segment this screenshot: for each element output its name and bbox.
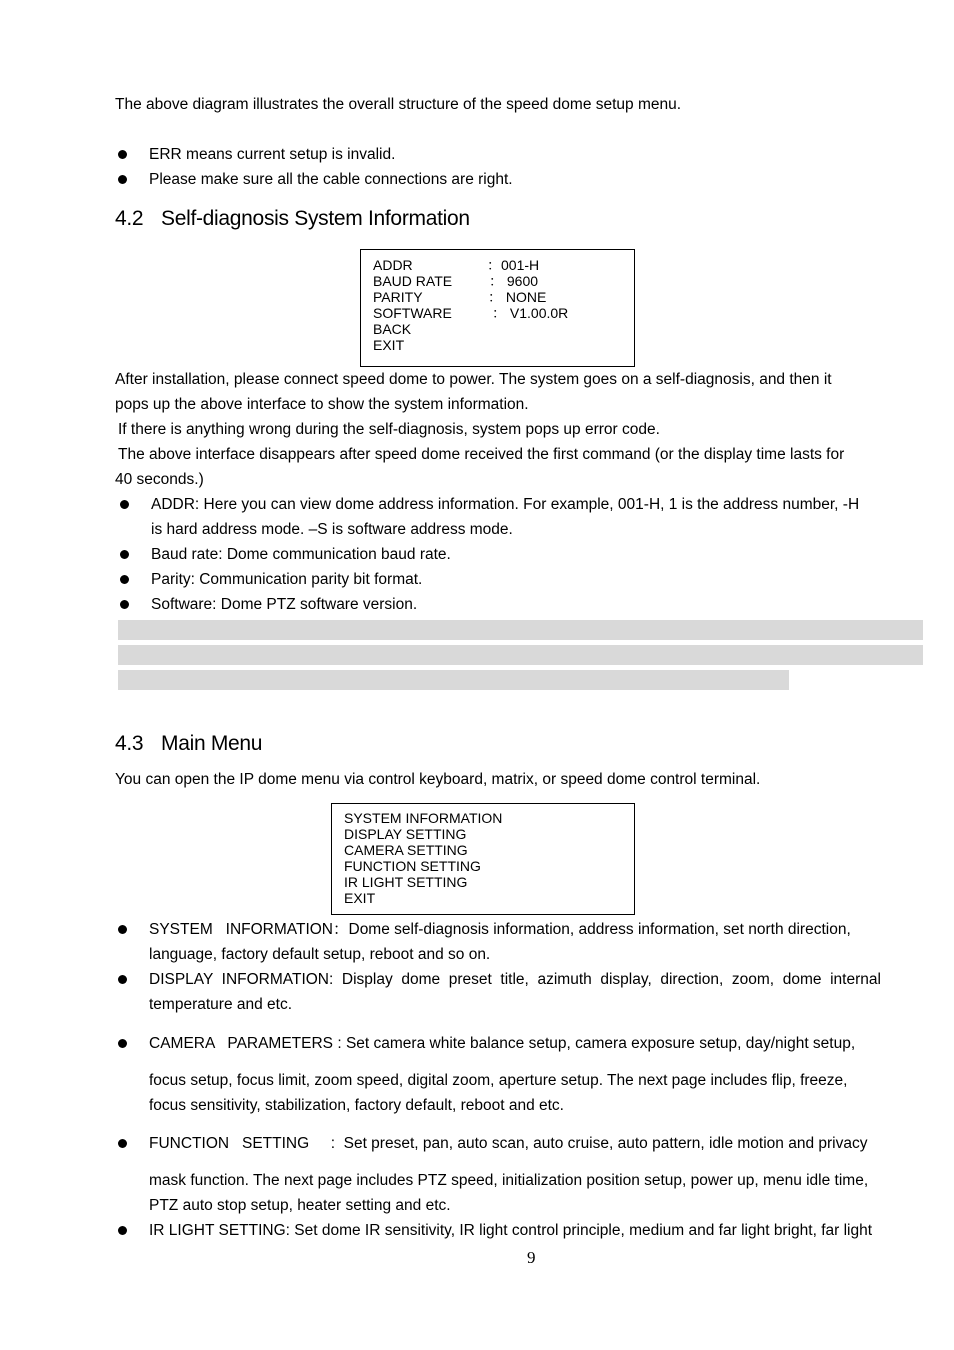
main-menu-box	[331, 803, 635, 915]
bullet-addr-line-1: ADDR: Here you can view dome address information. For example, 001-H, 1 is the address number, -H	[151, 496, 860, 513]
section-4-2-title: Self-diagnosis System Information	[161, 207, 470, 230]
bullet-dot	[118, 975, 127, 984]
bullet-system-info-line-2: language, factory default setup, reboot and so on.	[149, 946, 491, 963]
bullet-function-line-2: mask function. The next page includes PTZ speed, initialization position setup, power up, menu idle time,	[149, 1172, 869, 1189]
bullet-camera-line-2: focus setup, focus limit, zoom speed, digital zoom, aperture setup. The next page includes flip, freeze,	[149, 1072, 848, 1089]
sysinfo-label-baud: BAUD RATE	[373, 273, 453, 289]
after-install-line-1: After installation, please connect speed dome to power. The system goes on a self-diagnosis, and then it	[115, 371, 832, 388]
bullet-display-line-2: temperature and etc.	[149, 996, 293, 1013]
bullet-ir-line-1: IR LIGHT SETTING: Set dome IR sensitivity, IR light control principle, medium and far light bright, far light	[149, 1222, 873, 1239]
menu-item-camera-setting: CAMERA SETTING	[344, 842, 468, 858]
section-4-2-number: 4.2	[115, 207, 144, 230]
section-4-3-title: Main Menu	[161, 732, 263, 755]
sysinfo-label-software: SOFTWARE	[373, 305, 452, 321]
sysinfo-label-parity: PARITY	[373, 289, 423, 305]
section-4-3-number: 4.3	[115, 732, 144, 755]
sysinfo-value-baud: ： 9600	[489, 273, 539, 289]
shaded-text-bar	[118, 620, 923, 640]
sysinfo-back: BACK	[373, 321, 412, 337]
bullet-dot	[118, 175, 127, 184]
menu-item-system-information: SYSTEM INFORMATION	[344, 810, 503, 826]
bullet-dot	[120, 575, 129, 584]
bullet-dot	[118, 1139, 127, 1148]
sysinfo-exit: EXIT	[373, 337, 405, 353]
main-menu-intro: You can open the IP dome menu via control keyboard, matrix, or speed dome control terminal.	[115, 771, 761, 788]
bullet-dot	[120, 600, 129, 609]
bullet-parity: Parity: Communication parity bit format.	[151, 571, 423, 588]
bullet-baud: Baud rate: Dome communication baud rate.	[151, 546, 451, 563]
menu-item-display-setting: DISPLAY SETTING	[344, 826, 467, 842]
bullet-dot	[120, 550, 129, 559]
bullet-function-line-3: PTZ auto stop setup, heater setting and etc.	[149, 1197, 451, 1214]
bullet-dot	[120, 500, 129, 509]
menu-item-exit: EXIT	[344, 890, 376, 906]
bullet-system-info-line-1: SYSTEM INFORMATION：Dome self-diagnosis information, address information, set north direction,	[149, 921, 851, 938]
system-info-box	[360, 249, 635, 367]
note-cables: Please make sure all the cable connections are right.	[149, 171, 513, 188]
sysinfo-value-software: ： V1.00.0R	[492, 305, 569, 321]
bullet-function-line-1: FUNCTION SETTING : Set preset, pan, auto scan, auto cruise, auto pattern, idle motion and privacy	[149, 1135, 868, 1152]
bullet-camera-line-1: CAMERA PARAMETERS : Set camera white balance setup, camera exposure setup, day/night setup,	[149, 1035, 856, 1052]
bullet-addr-line-2: is hard address mode. –S is software address mode.	[151, 521, 513, 538]
sysinfo-value-parity: ： NONE	[488, 289, 547, 305]
shaded-text-bar	[118, 645, 923, 665]
after-install-line-5: 40 seconds.)	[115, 471, 204, 488]
bullet-software: Software: Dome PTZ software version.	[151, 596, 418, 613]
menu-item-ir-light-setting: IR LIGHT SETTING	[344, 874, 468, 890]
bullet-dot	[118, 1226, 127, 1235]
bullet-dot	[118, 925, 127, 934]
bullet-display-line-1: DISPLAY INFORMATION: Display dome preset title, azimuth display, direction, zoom, dome internal	[149, 971, 881, 988]
menu-item-function-setting: FUNCTION SETTING	[344, 858, 481, 874]
after-install-line-4: The above interface disappears after speed dome received the first command (or the display time lasts for	[118, 446, 845, 463]
bullet-dot	[118, 1039, 127, 1048]
sysinfo-value-addr: ：001-H	[487, 257, 540, 273]
sysinfo-label-addr: ADDR	[373, 257, 413, 273]
shaded-text-bar	[118, 670, 789, 690]
note-err: ERR means current setup is invalid.	[149, 146, 396, 163]
after-install-line-2: pops up the above interface to show the system information.	[115, 396, 529, 413]
bullet-dot	[118, 150, 127, 159]
intro-paragraph: The above diagram illustrates the overall structure of the speed dome setup menu.	[115, 96, 682, 113]
bullet-camera-line-3: focus sensitivity, stabilization, factory default, reboot and etc.	[149, 1097, 564, 1114]
after-install-line-3: If there is anything wrong during the self-diagnosis, system pops up error code.	[118, 421, 660, 438]
page-number: 9	[527, 1248, 536, 1267]
